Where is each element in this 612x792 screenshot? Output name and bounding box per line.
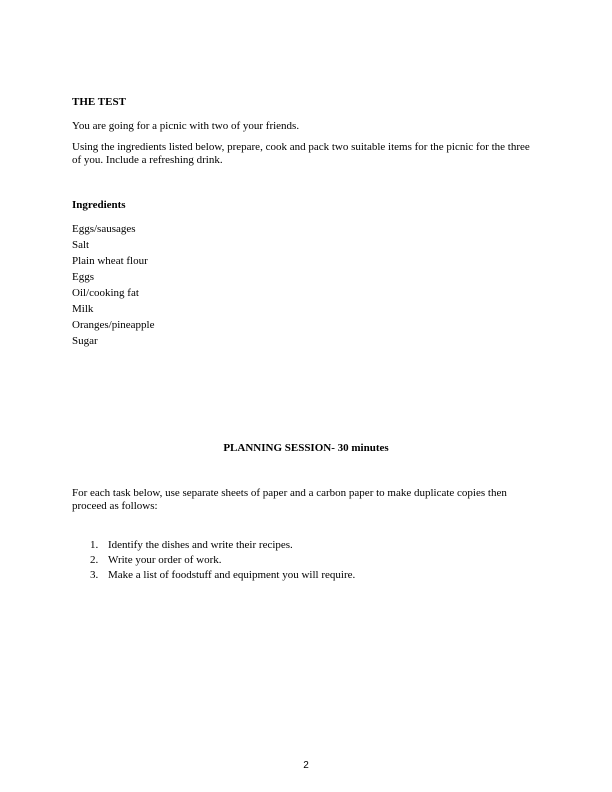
ingredients-list: [72, 221, 540, 349]
page-number: 2: [303, 760, 309, 771]
ingredient-item: Milk: [72, 303, 94, 315]
ingredients-heading: Ingredients: [72, 199, 126, 211]
ingredient-item: Sugar: [72, 335, 98, 347]
step-text: Identify the dishes and write their recipes.: [108, 539, 293, 551]
test-instruction: Using the ingredients listed below, prepare, cook and pack two suitable items for the picnic for the three of you. Include a refreshing drink.: [72, 141, 530, 166]
planning-instruction: For each task below, use separate sheets of paper and a carbon paper to make duplicate copies then proceed as follows:: [72, 487, 507, 512]
ingredient-item: Eggs: [72, 271, 94, 283]
planning-steps-list: [72, 538, 540, 583]
ingredient-item: Salt: [72, 239, 90, 251]
ingredient-item: Plain wheat flour: [72, 255, 148, 267]
step-number: 2.: [90, 554, 99, 566]
planning-step: [72, 568, 540, 583]
planning-step: [72, 538, 540, 553]
test-intro: You are going for a picnic with two of your friends.: [72, 120, 300, 132]
step-text: Make a list of foodstuff and equipment you will require.: [108, 569, 356, 581]
ingredient-item: Oil/cooking fat: [72, 287, 139, 299]
step-text: Write your order of work.: [108, 554, 222, 566]
step-number: 1.: [90, 539, 99, 551]
test-heading: THE TEST: [72, 96, 126, 108]
planning-step: [72, 553, 540, 568]
step-number: 3.: [90, 569, 99, 581]
ingredient-item: Eggs/sausages: [72, 223, 136, 235]
planning-heading: PLANNING SESSION- 30 minutes: [223, 442, 389, 454]
ingredient-item: Oranges/pineapple: [72, 319, 155, 331]
